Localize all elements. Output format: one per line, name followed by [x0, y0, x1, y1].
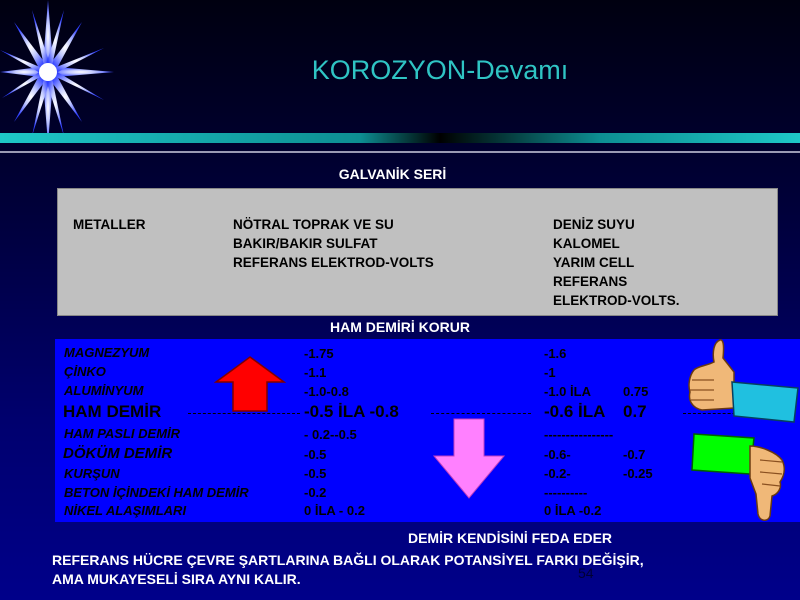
table-row-metal: DÖKÜM DEMİR — [63, 445, 173, 462]
seawater-header-2: KALOMEL — [553, 236, 620, 251]
table-cell-soil: 0 İLA - 0.2 — [304, 503, 365, 518]
table-cell-sea-2: -0.7 — [623, 447, 646, 462]
table-row-metal: BETON İÇİNDEKİ HAM DEMİR — [64, 485, 249, 500]
slide-title: KOROZYON-Devamı — [311, 55, 569, 85]
footer-line-2: AMA MUKAYESELİ SIRA AYNI KALIR. — [52, 571, 301, 587]
arrow-up-icon — [214, 356, 286, 412]
header-panel — [57, 188, 778, 316]
footer-note — [52, 551, 644, 589]
page-number: 54 — [578, 565, 594, 581]
dashed-line — [188, 413, 300, 415]
table-cell-soil: -0.5 — [304, 447, 327, 462]
table-row-metal: KURŞUN — [64, 466, 120, 481]
arrow-down-icon — [432, 418, 506, 500]
table-cell-sea-2: -0.25 — [623, 466, 653, 481]
neutral-soil-header-2: BAKIR/BAKIR SULFAT — [233, 236, 378, 251]
seawater-header-5: ELEKTROD-VOLTS. — [553, 293, 680, 308]
table-cell-soil: - 0.2--0.5 — [304, 427, 357, 442]
neutral-soil-header-1: NÖTRAL TOPRAK VE SU — [233, 217, 394, 232]
table-cell-sea: ---------------- — [544, 427, 614, 442]
table-row-metal: HAM DEMİR — [63, 402, 162, 421]
table-cell-soil: -1.0-0.8 — [304, 384, 349, 399]
table-cell-sea: ---------- — [544, 485, 588, 500]
table-cell-soil: -1.75 — [304, 346, 334, 361]
galvanic-series-heading: GALVANİK SERİ — [338, 166, 447, 182]
thumbs-down-icon — [690, 430, 800, 522]
table-cell-soil: -1.1 — [304, 365, 327, 380]
neutral-soil-header-3: REFERANS ELEKTROD-VOLTS — [233, 255, 434, 270]
table-cell-soil: -0.2 — [304, 485, 327, 500]
table-row-metal: MAGNEZYUM — [64, 345, 150, 360]
sacrifice-label: DEMİR KENDİSİNİ FEDA EDER — [407, 530, 613, 546]
protects-iron-label: HAM DEMİRİ KORUR — [330, 319, 470, 335]
table-cell-sea: -0.6 İLA — [544, 402, 606, 421]
table-cell-sea-2: 0.7 — [623, 402, 647, 421]
thumbs-up-icon — [684, 338, 800, 430]
table-row-metal: NİKEL ALAŞIMLARI — [64, 503, 187, 518]
title-band — [0, 133, 800, 143]
table-row-metal: ÇİNKO — [64, 364, 106, 379]
table-cell-sea: -1 — [544, 365, 556, 380]
dashed-line — [431, 413, 531, 415]
table-cell-sea-2: 0.75 — [623, 384, 649, 399]
table-cell-soil: -0.5 — [304, 466, 327, 481]
seawater-header-4: REFERANS — [553, 274, 628, 289]
table-row-metal: ALUMİNYUM — [64, 383, 144, 398]
title-underline — [0, 151, 800, 153]
table-cell-sea: -0.2- — [544, 466, 571, 481]
seawater-header-1: DENİZ SUYU — [553, 217, 635, 232]
table-cell-sea: -0.6- — [544, 447, 571, 462]
table-row-metal: HAM PASLI DEMİR — [64, 426, 181, 441]
seawater-header-3: YARIM CELL — [553, 255, 635, 270]
table-cell-sea: -1.6 — [544, 346, 567, 361]
table-cell-sea: 0 İLA -0.2 — [544, 503, 602, 518]
footer-line-1: REFERANS HÜCRE ÇEVRE ŞARTLARINA BAĞLI OLARAK POTANSİYEL FARKI DEĞİŞİR, — [52, 552, 644, 568]
metals-header: METALLER — [73, 217, 146, 232]
table-cell-sea: -1.0 İLA — [544, 384, 591, 399]
table-cell-soil: -0.5 İLA -0.8 — [304, 402, 399, 421]
